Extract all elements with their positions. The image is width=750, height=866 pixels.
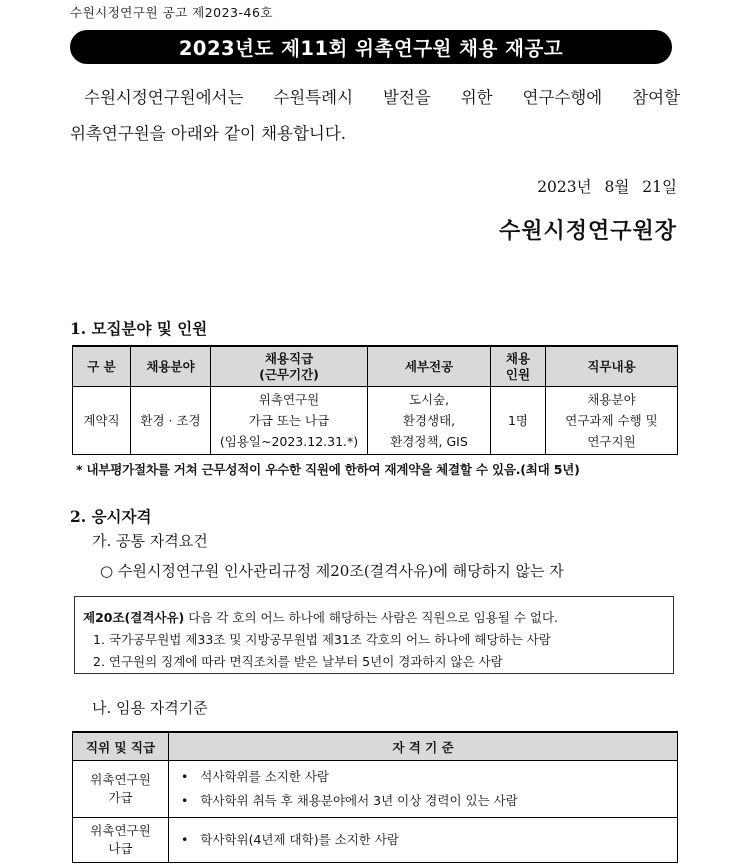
td-field: 환경 · 조경: [131, 387, 211, 455]
th-grade: 채용직급 (근무기간): [211, 346, 368, 387]
list-item: • 학사학위 취득 후 채용분야에서 3년 이상 경력이 있는 사람: [181, 793, 518, 808]
intro-line-2: 위촉연구원을 아래와 같이 채용합니다.: [70, 124, 347, 143]
article-title: 제20조(결격사유): [83, 610, 185, 625]
article-intro: [83, 607, 673, 629]
sub-heading-criteria: 나. 임용 자격기준: [92, 699, 208, 717]
td-position-na: 위촉연구원 나급: [73, 818, 169, 863]
th-criteria: 자 격 기 준: [169, 732, 678, 761]
td-criteria-ga: [169, 761, 678, 818]
intro-paragraph: [70, 80, 680, 152]
table-row: [73, 818, 678, 863]
contract-note: * 내부평가절차를 거쳐 근무성적이 우수한 직원에 한하여 재계약을 체결할 수 있음.(최대 5년): [76, 462, 580, 477]
announcement-date: 2023년 8월 21일: [537, 178, 677, 196]
th-field: 채용분야: [131, 346, 211, 387]
article-item-2: 2. 연구원의 징계에 따라 면직조치를 받은 날부터 5년이 경과하지 않은 사람: [93, 654, 503, 669]
criteria-table: [72, 731, 678, 863]
table-header-row: [73, 732, 678, 761]
section-2-heading: 2. 응시자격: [70, 507, 152, 526]
td-major: 도시숲, 환경생태, 환경정책, GIS: [368, 387, 491, 455]
th-position: 직위 및 직급: [73, 732, 169, 761]
notice-number: 수원시정연구원 공고 제2023-46호: [70, 5, 274, 20]
th-duties: 직무내용: [546, 346, 678, 387]
td-duties: 채용분야 연구과제 수행 및 연구지원: [546, 387, 678, 455]
table-header-row: [73, 346, 678, 387]
td-category: 계약직: [73, 387, 131, 455]
common-requirement: ○ 수원시정연구원 인사관리규정 제20조(결격사유)에 해당하지 않는 자: [100, 562, 564, 580]
sub-heading-common: 가. 공통 자격요건: [92, 532, 208, 550]
article-item-1: 1. 국가공무원법 제33조 및 지방공무원법 제31조 각호의 어느 하나에 해당하는 사람: [93, 632, 551, 647]
table-row: [73, 387, 678, 455]
th-count: 채용 인원: [491, 346, 546, 387]
td-criteria-na: [169, 818, 678, 863]
signatory: 수원시정연구원장: [498, 218, 677, 244]
intro-line-1: 수원시정연구원에서는 수원특례시 발전을 위한 연구수행에 참여할: [84, 88, 680, 107]
list-item: • 학사학위(4년제 대학)를 소지한 사람: [181, 832, 399, 847]
table-row: [73, 761, 678, 818]
recruitment-table: [72, 345, 678, 455]
td-position-ga: 위촉연구원 가급: [73, 761, 169, 818]
td-count: 1명: [491, 387, 546, 455]
th-category: 구 분: [73, 346, 131, 387]
page-title: 2023년도 제11회 위촉연구원 채용 재공고: [70, 30, 672, 64]
td-grade: 위촉연구원 가급 또는 나급 (임용일~2023.12.31.*): [211, 387, 368, 455]
article-text: 다음 각 호의 어느 하나에 해당하는 사람은 직원으로 임용될 수 없다.: [184, 610, 558, 625]
section-1-heading: 1. 모집분야 및 인원: [70, 319, 208, 338]
th-major: 세부전공: [368, 346, 491, 387]
list-item: • 석사학위를 소지한 사람: [181, 769, 329, 784]
article-20-box: [74, 596, 674, 674]
